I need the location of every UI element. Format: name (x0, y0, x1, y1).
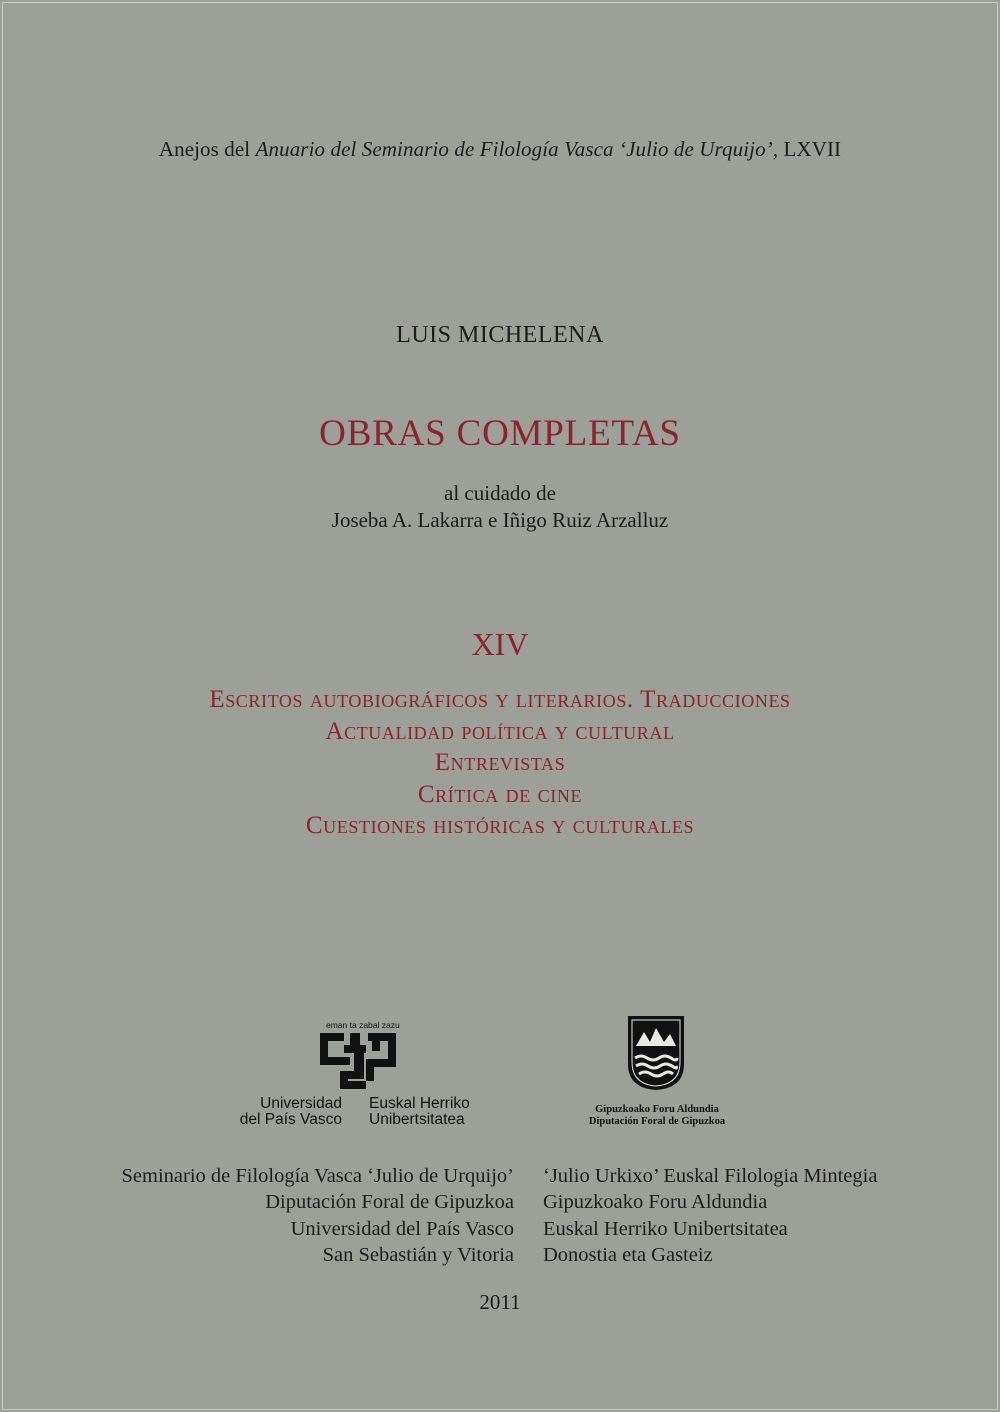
topic-line: Crítica de cine (417, 780, 583, 808)
gipuzkoa-name-eu: Gipuzkoako Foru Aldundia (595, 1104, 719, 1115)
publisher-line: Euskal Herriko Unibertsitatea (543, 1217, 788, 1240)
publisher-line: ‘Julio Urkixo’ Euskal Filologia Mintegia (543, 1165, 878, 1187)
series-journal: Anuario del Seminario de Filología Vasca ‘Julio de Urquijo’, (255, 137, 779, 161)
publishers-es (122, 1163, 514, 1268)
publisher-line: Donostia eta Gasteiz (543, 1243, 713, 1266)
volume-topics (0, 684, 1000, 842)
upv-name-eu-line: Unibertsitatea (369, 1111, 465, 1128)
publisher-line: Gipuzkoako Foru Aldundia (543, 1191, 768, 1214)
gipuzkoa-logo (572, 1014, 742, 1134)
topic-line: Actualidad política y cultural (325, 717, 675, 745)
upv-name-es-line: del País Vasco (239, 1111, 342, 1128)
publisher-line: Diputación Foral de Gipuzkoa (265, 1191, 514, 1214)
publishers-eu (543, 1163, 877, 1268)
topic-line: Entrevistas (434, 749, 566, 776)
series-prefix: Anejos del (158, 137, 256, 161)
publication-year: 2011 (479, 1290, 521, 1314)
topic-line: Escritos autobiográficos y literarios. Traducciones (209, 686, 791, 713)
publisher-line: San Sebastián y Vitoria (322, 1243, 514, 1266)
volume-number: XIV (471, 626, 529, 662)
gipuzkoa-name-es: Diputación Foral de Gipuzkoa (588, 1116, 726, 1127)
editors-intro: al cuidado de (444, 481, 556, 505)
upv-name-eu (369, 1096, 489, 1128)
upv-name-eu-line: Euskal Herriko (369, 1095, 470, 1112)
upv-ehu-logo (228, 1017, 488, 1132)
topic-line: Cuestiones históricas y culturales (305, 812, 695, 839)
upv-motto: eman ta zabal zazu (326, 1020, 400, 1030)
publisher-line: Seminario de Filología Vasca ‘Julio de Urquijo’ (121, 1165, 514, 1187)
series-line (0, 137, 1000, 162)
author-name: LUIS MICHELENA (396, 322, 604, 348)
upv-name-es (230, 1096, 342, 1128)
series-number: LXVII (778, 137, 842, 161)
upv-ehu-tree-logo-icon (318, 1031, 400, 1091)
upv-name-es-line: Universidad (260, 1095, 342, 1112)
editors-names: Joseba A. Lakarra e Iñigo Ruiz Arzalluz (331, 508, 669, 532)
book-title: OBRAS COMPLETAS (319, 413, 681, 454)
publisher-line: Universidad del País Vasco (290, 1217, 514, 1240)
gipuzkoa-shield-logo-icon (626, 1014, 686, 1092)
